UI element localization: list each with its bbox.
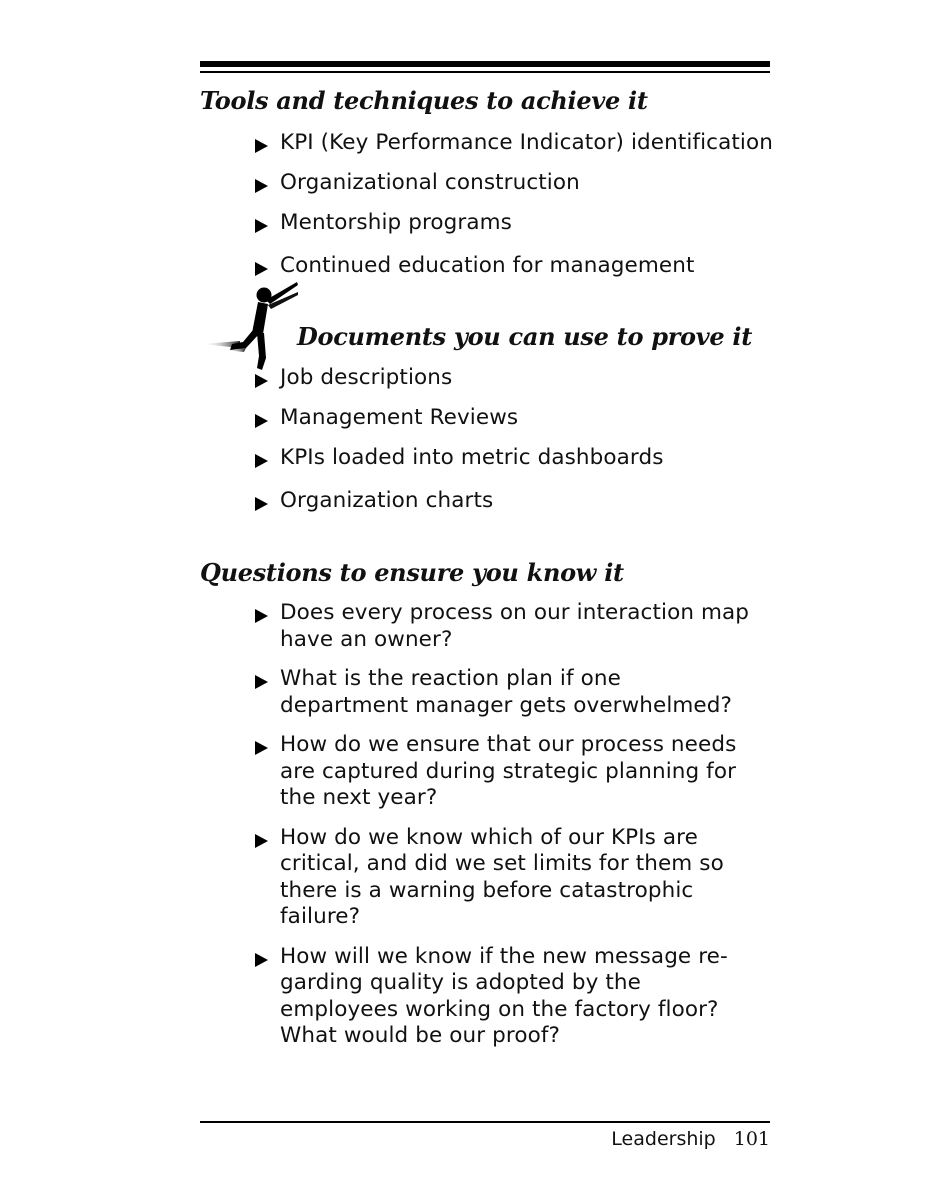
bullet-icon xyxy=(255,834,268,848)
documents-list xyxy=(255,365,775,515)
page-footer xyxy=(200,1128,770,1150)
list-item: How will we know if the new message re-garding quality is adopted by the employees working on the factory floor? What would be our proof? xyxy=(255,944,750,1050)
list-item: Mentorship programs xyxy=(255,210,775,237)
list-item: KPI (Key Performance Indicator) identification xyxy=(255,130,775,157)
bullet-icon xyxy=(255,414,268,428)
questions-list xyxy=(255,600,750,1050)
bullet-icon xyxy=(255,741,268,755)
header-rule-thick xyxy=(200,61,770,67)
bullet-icon xyxy=(255,497,268,511)
bullet-icon xyxy=(255,609,268,623)
list-item: Management Reviews xyxy=(255,405,775,432)
bullet-icon xyxy=(255,219,268,233)
questions-heading: Questions to ensure you know it xyxy=(200,558,624,587)
list-item: Organization charts xyxy=(255,488,775,515)
documents-heading: Documents you can use to prove it xyxy=(297,322,753,351)
list-item: KPIs loaded into metric dashboards xyxy=(255,445,775,472)
chapter-title: Leadership xyxy=(611,1128,716,1150)
list-item: Continued education for management xyxy=(255,253,775,280)
footer-rule xyxy=(200,1121,770,1123)
list-item: Does every process on our interaction map have an owner? xyxy=(255,600,750,653)
list-item: How do we ensure that our process needs are captured during strategic planning for the next year? xyxy=(255,732,750,812)
bullet-icon xyxy=(255,675,268,689)
tools-heading: Tools and techniques to achieve it xyxy=(200,86,648,115)
list-item: Organizational construction xyxy=(255,170,775,197)
header-rule-thin xyxy=(200,71,770,73)
bullet-icon xyxy=(255,179,268,193)
list-item: How do we know which of our KPIs are critical, and did we set limits for them so there is a warning before catastrophic failure? xyxy=(255,825,750,931)
list-item: Job descriptions xyxy=(255,365,775,392)
bullet-icon xyxy=(255,454,268,468)
page-number: 101 xyxy=(733,1128,770,1150)
bullet-icon xyxy=(255,262,268,276)
list-item: What is the reaction plan if one department manager gets overwhelmed? xyxy=(255,666,750,719)
bullet-icon xyxy=(255,953,268,967)
bullet-icon xyxy=(255,374,268,388)
tools-list xyxy=(255,130,775,280)
bullet-icon xyxy=(255,139,268,153)
